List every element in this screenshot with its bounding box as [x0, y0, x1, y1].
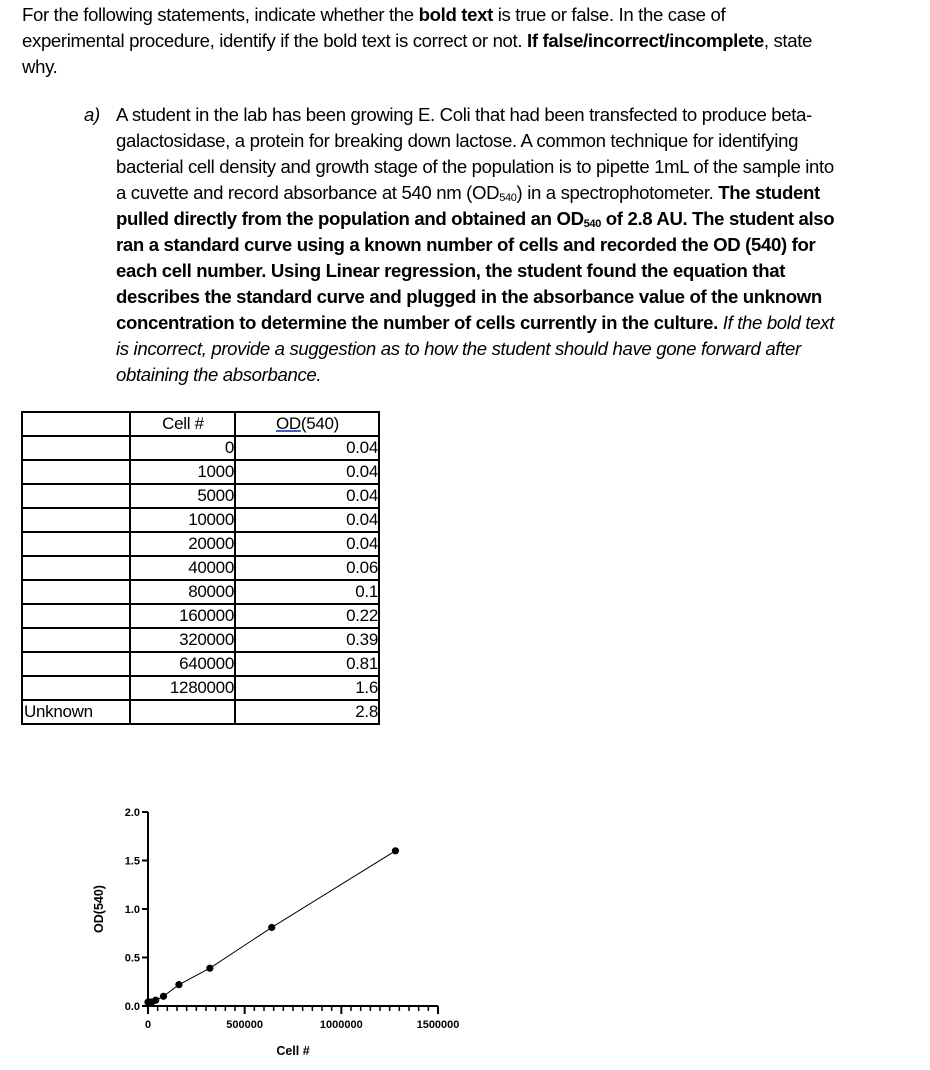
- table-row: [22, 532, 379, 556]
- question-bold-statement: of 2.8 AU. The student also ran a standard curve using a known number of cells and recorded the OD (540) for each cell number. Using Linear regression, the student found the equation that describes the standard curve and plugged in the absorbance value of the unknown concentration to determine the number of cells currently in the culture.: [116, 208, 835, 333]
- table-cell: [22, 604, 130, 628]
- y-tick-label: 0.5: [124, 952, 140, 965]
- y-tick-label: 1.5: [124, 855, 140, 868]
- table-cell: Unknown: [22, 700, 130, 724]
- y-axis-label: OD(540): [92, 885, 106, 933]
- subscript: 540: [499, 192, 517, 204]
- x-tick-label: 0: [144, 1019, 152, 1031]
- question-bold-statement: The student pulled directly from the population and obtained an OD: [116, 182, 820, 229]
- table-cell: [22, 484, 130, 508]
- table-cell: [130, 700, 235, 724]
- y-tick-label: 2.0: [124, 807, 140, 819]
- table-cell: 0.81: [235, 652, 379, 676]
- table-cell: 10000: [130, 508, 235, 532]
- instructions-text: For the following statements, indicate whether the: [22, 4, 419, 25]
- question-body: [116, 102, 844, 388]
- data-point: [392, 847, 399, 854]
- table-cell: 0.04: [235, 484, 379, 508]
- chart-svg: [0, 790, 500, 1070]
- instructions-bold-text: If false/incorrect/incomplete: [527, 30, 764, 51]
- table-row: [22, 460, 379, 484]
- table-cell: 0.04: [235, 436, 379, 460]
- table-row: [22, 556, 379, 580]
- table-cell: 0: [130, 436, 235, 460]
- data-point: [152, 997, 159, 1004]
- table-cell: [22, 460, 130, 484]
- table-cell: 0.1: [235, 580, 379, 604]
- table-cell: [22, 508, 130, 532]
- table-cell: 1000: [130, 460, 235, 484]
- instructions-text: is true or false. In the case of experimental procedure, identify if the bold text is correct or not.: [22, 4, 726, 51]
- table-cell: [22, 580, 130, 604]
- table-row: [22, 580, 379, 604]
- y-tick-label: 0.0: [124, 1001, 140, 1013]
- table-cell: [22, 652, 130, 676]
- standard-curve-chart: [0, 790, 500, 1070]
- data-point: [206, 965, 213, 972]
- question-label: a): [84, 104, 100, 125]
- table-row: [22, 484, 379, 508]
- table-row: [22, 700, 379, 724]
- table-cell: 20000: [130, 532, 235, 556]
- x-tick-label: 1000000: [319, 1019, 363, 1031]
- table-cell: 80000: [130, 580, 235, 604]
- table-row: [22, 628, 379, 652]
- question-intro: A student in the lab has been growing E. Coli that had been transfected to produce beta-galactosidase, a protein for breaking down lactose. A common technique for identifying bacterial cell density and growth stage of the population is to pipette 1mL of the sample into a cuvette and record absorbance at 540 nm (OD: [116, 104, 834, 203]
- table-cell: 0.04: [235, 532, 379, 556]
- instructions: [22, 2, 822, 80]
- question-a: [84, 102, 844, 388]
- table-header-cell: Cell #: [130, 412, 235, 436]
- table-cell: 160000: [130, 604, 235, 628]
- x-axis-label: Cell #: [276, 1044, 310, 1058]
- table-row: [22, 652, 379, 676]
- table-header-cell: [22, 412, 130, 436]
- table-cell: [22, 676, 130, 700]
- table-row: [22, 676, 379, 700]
- table-cell: 320000: [130, 628, 235, 652]
- subscript: 540: [583, 218, 601, 230]
- data-point: [175, 981, 182, 988]
- table-cell: 1.6: [235, 676, 379, 700]
- table-header-cell: [235, 412, 379, 436]
- table-row: [22, 604, 379, 628]
- instructions-bold-text: bold text: [418, 4, 493, 25]
- table-row: [22, 436, 379, 460]
- table-cell: 0.39: [235, 628, 379, 652]
- table-cell: 0.22: [235, 604, 379, 628]
- table-cell: 1280000: [130, 676, 235, 700]
- table-row: [22, 508, 379, 532]
- table-cell: 640000: [130, 652, 235, 676]
- table-header-row: [22, 412, 379, 436]
- table-cell: 0.04: [235, 508, 379, 532]
- table-cell: [22, 532, 130, 556]
- table-cell: [22, 436, 130, 460]
- table-cell: 2.8: [235, 700, 379, 724]
- table-header-suffix: (540): [300, 414, 340, 433]
- instructions-text: , state why.: [22, 30, 813, 77]
- spellcheck-underlined-text: OD: [275, 414, 301, 433]
- data-point: [160, 993, 167, 1000]
- x-tick-label: 500000: [226, 1019, 264, 1031]
- table-cell: 40000: [130, 556, 235, 580]
- x-tick-label: 1500000: [416, 1019, 460, 1031]
- data-point: [268, 924, 275, 931]
- table-cell: [22, 628, 130, 652]
- table-cell: 0.06: [235, 556, 379, 580]
- table-cell: 5000: [130, 484, 235, 508]
- question-intro-end: ) in a spectrophotometer.: [516, 182, 719, 203]
- table-cell: 0.04: [235, 460, 379, 484]
- standard-curve-table: [21, 411, 380, 725]
- y-tick-label: 1.0: [124, 904, 140, 916]
- table-cell: [22, 556, 130, 580]
- question-italic-prompt: If the bold text is incorrect, provide a suggestion as to how the student should have gone forward after obtaining the absorbance.: [116, 312, 834, 385]
